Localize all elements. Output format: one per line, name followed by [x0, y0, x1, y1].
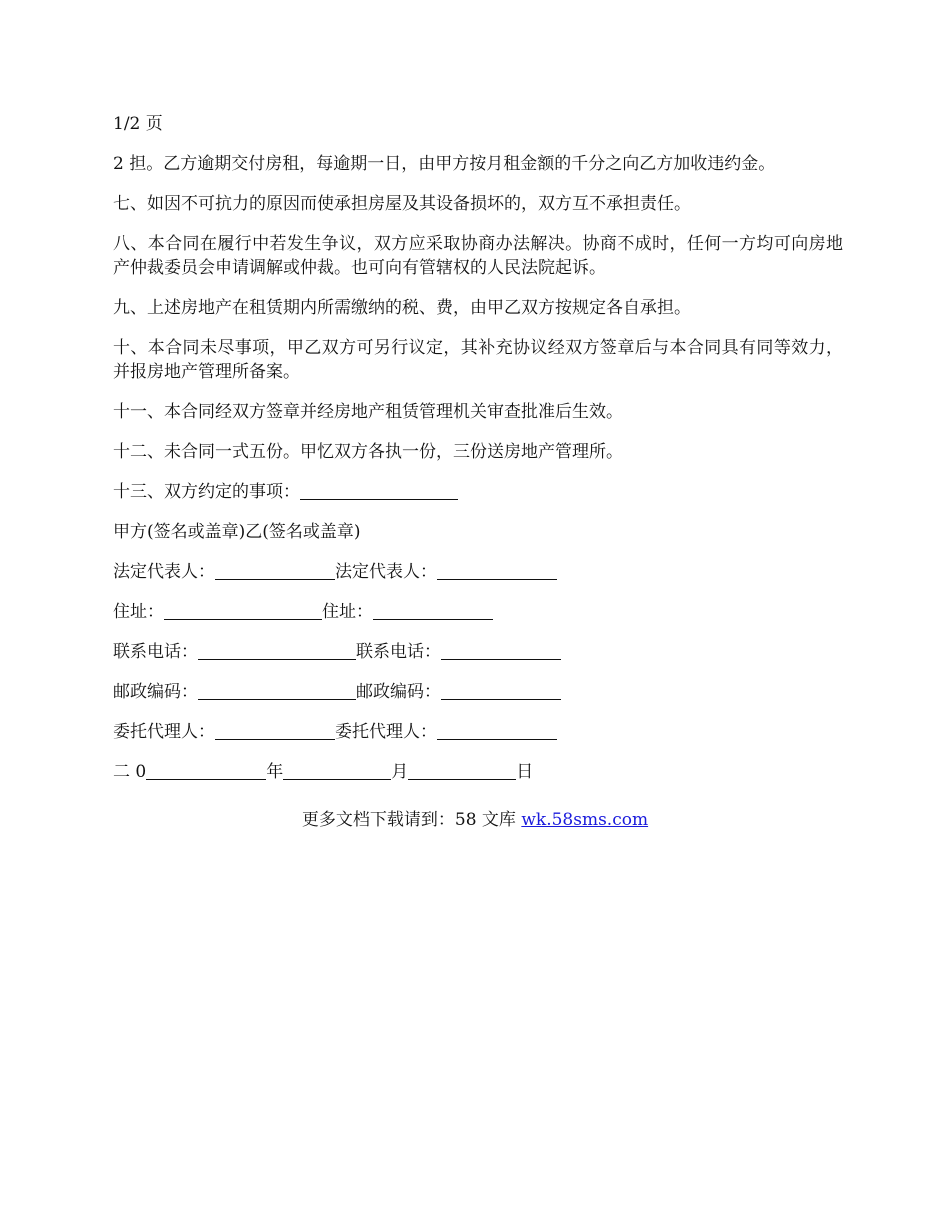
agent-b-label: 委托代理人：	[335, 722, 437, 742]
signature-date-row	[113, 760, 843, 784]
zip-a-blank	[198, 681, 356, 700]
clause-13-label: 十三、双方约定的事项：	[113, 482, 300, 502]
phone-b-blank	[441, 641, 561, 660]
signature-address-row	[113, 600, 843, 624]
addr-b-label: 住址：	[322, 602, 373, 622]
date-month-label: 月	[391, 762, 409, 782]
page-marker: 1/2 页	[113, 114, 163, 134]
clause-7: 七、如因不可抗力的原因而使承担房屋及其设备损坏的，双方互不承担责任。	[113, 194, 691, 214]
date-month-blank	[283, 761, 391, 780]
phone-b-label: 联系电话：	[356, 642, 441, 662]
rep-b-blank	[437, 561, 557, 580]
signature-rep-row	[113, 560, 843, 584]
rep-b-label: 法定代表人：	[335, 562, 437, 582]
clause-12: 十二、未合同一式五份。甲忆双方各执一份，三份送房地产管理所。	[113, 442, 623, 462]
date-year-label: 年	[266, 762, 284, 782]
addr-a-label: 住址：	[113, 602, 164, 622]
addr-b-blank	[373, 601, 493, 620]
signature-zip-row	[113, 680, 843, 704]
zip-b-blank	[441, 681, 561, 700]
phone-a-blank	[198, 641, 356, 660]
phone-a-label: 联系电话：	[113, 642, 198, 662]
date-prefix: 二 0	[113, 762, 147, 782]
clause-13-blank	[300, 481, 458, 500]
rep-a-label: 法定代表人：	[113, 562, 215, 582]
signature-agent-row	[113, 720, 843, 744]
date-day-blank	[408, 761, 516, 780]
clause-8: 八、本合同在履行中若发生争议，双方应采取协商办法解决。协商不成时，任何一方均可向房地产仲裁委员会申请调解或仲裁。也可向有管辖权的人民法院起诉。	[113, 234, 843, 278]
contract-body	[113, 112, 843, 800]
clause-10: 十、本合同未尽事项，甲乙双方可另行议定，其补充协议经双方签章后与本合同具有同等效力，并报房地产管理所备案。	[113, 338, 843, 382]
footer-text: 更多文档下载请到：58 文库	[301, 810, 522, 830]
date-day-label: 日	[516, 762, 534, 782]
signature-parties: 甲方(签名或盖章)乙(签名或盖章)	[113, 522, 361, 542]
signature-phone-row	[113, 640, 843, 664]
agent-a-blank	[215, 721, 335, 740]
download-footer	[0, 808, 950, 832]
rep-a-blank	[215, 561, 335, 580]
agent-a-label: 委托代理人：	[113, 722, 215, 742]
zip-b-label: 邮政编码：	[356, 682, 441, 702]
clause-11: 十一、本合同经双方签章并经房地产租赁管理机关审查批准后生效。	[113, 402, 623, 422]
agent-b-blank	[437, 721, 557, 740]
clause-late-rent: 2 担。乙方逾期交付房租，每逾期一日，由甲方按月租金额的千分之向乙方加收违约金。	[113, 154, 776, 174]
footer-link[interactable]: wk.58sms.com	[521, 810, 649, 830]
clause-13	[113, 480, 843, 504]
zip-a-label: 邮政编码：	[113, 682, 198, 702]
clause-9: 九、上述房地产在租赁期内所需缴纳的税、费，由甲乙双方按规定各自承担。	[113, 298, 691, 318]
addr-a-blank	[164, 601, 322, 620]
date-year-blank	[146, 761, 266, 780]
